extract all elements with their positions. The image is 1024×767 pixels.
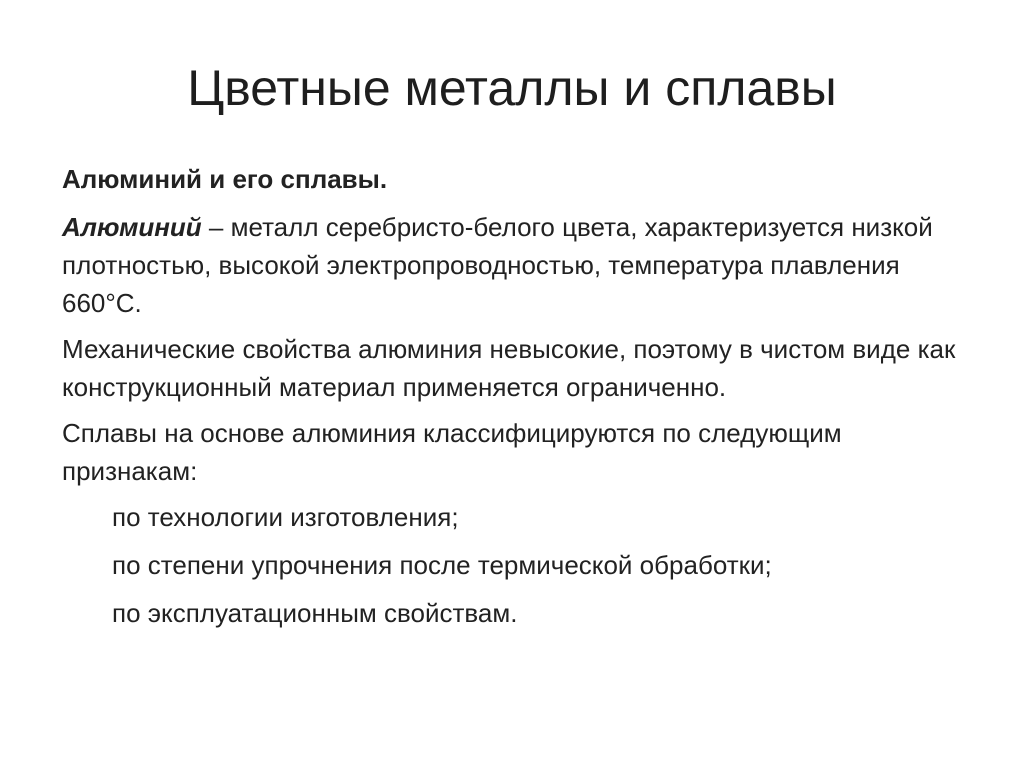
definition-text: – металл серебристо-белого цвета, характеризуется низкой плотностью, высокой электропроводностью, температура плавления 660°С. <box>62 212 933 318</box>
slide-content <box>62 160 962 642</box>
list-item: по эксплуатационным свойствам. <box>112 598 518 628</box>
mechanical-properties-paragraph: Механические свойства алюминия невысокие, поэтому в чистом виде как конструкционный материал применяется ограниченно. <box>62 334 956 402</box>
list-item: по технологии изготовления; <box>112 502 459 532</box>
classification-intro-paragraph: Сплавы на основе алюминия классифицируются по следующим признакам: <box>62 418 842 486</box>
list-item: по степени упрочнения после термической обработки; <box>112 550 772 580</box>
section-subheading: Алюминий и его сплавы. <box>62 164 388 194</box>
definition-paragraph <box>62 208 962 322</box>
classification-criteria-list <box>62 498 962 632</box>
definition-term: Алюминий <box>62 212 202 242</box>
slide-title: Цветные металлы и сплавы <box>187 60 837 116</box>
